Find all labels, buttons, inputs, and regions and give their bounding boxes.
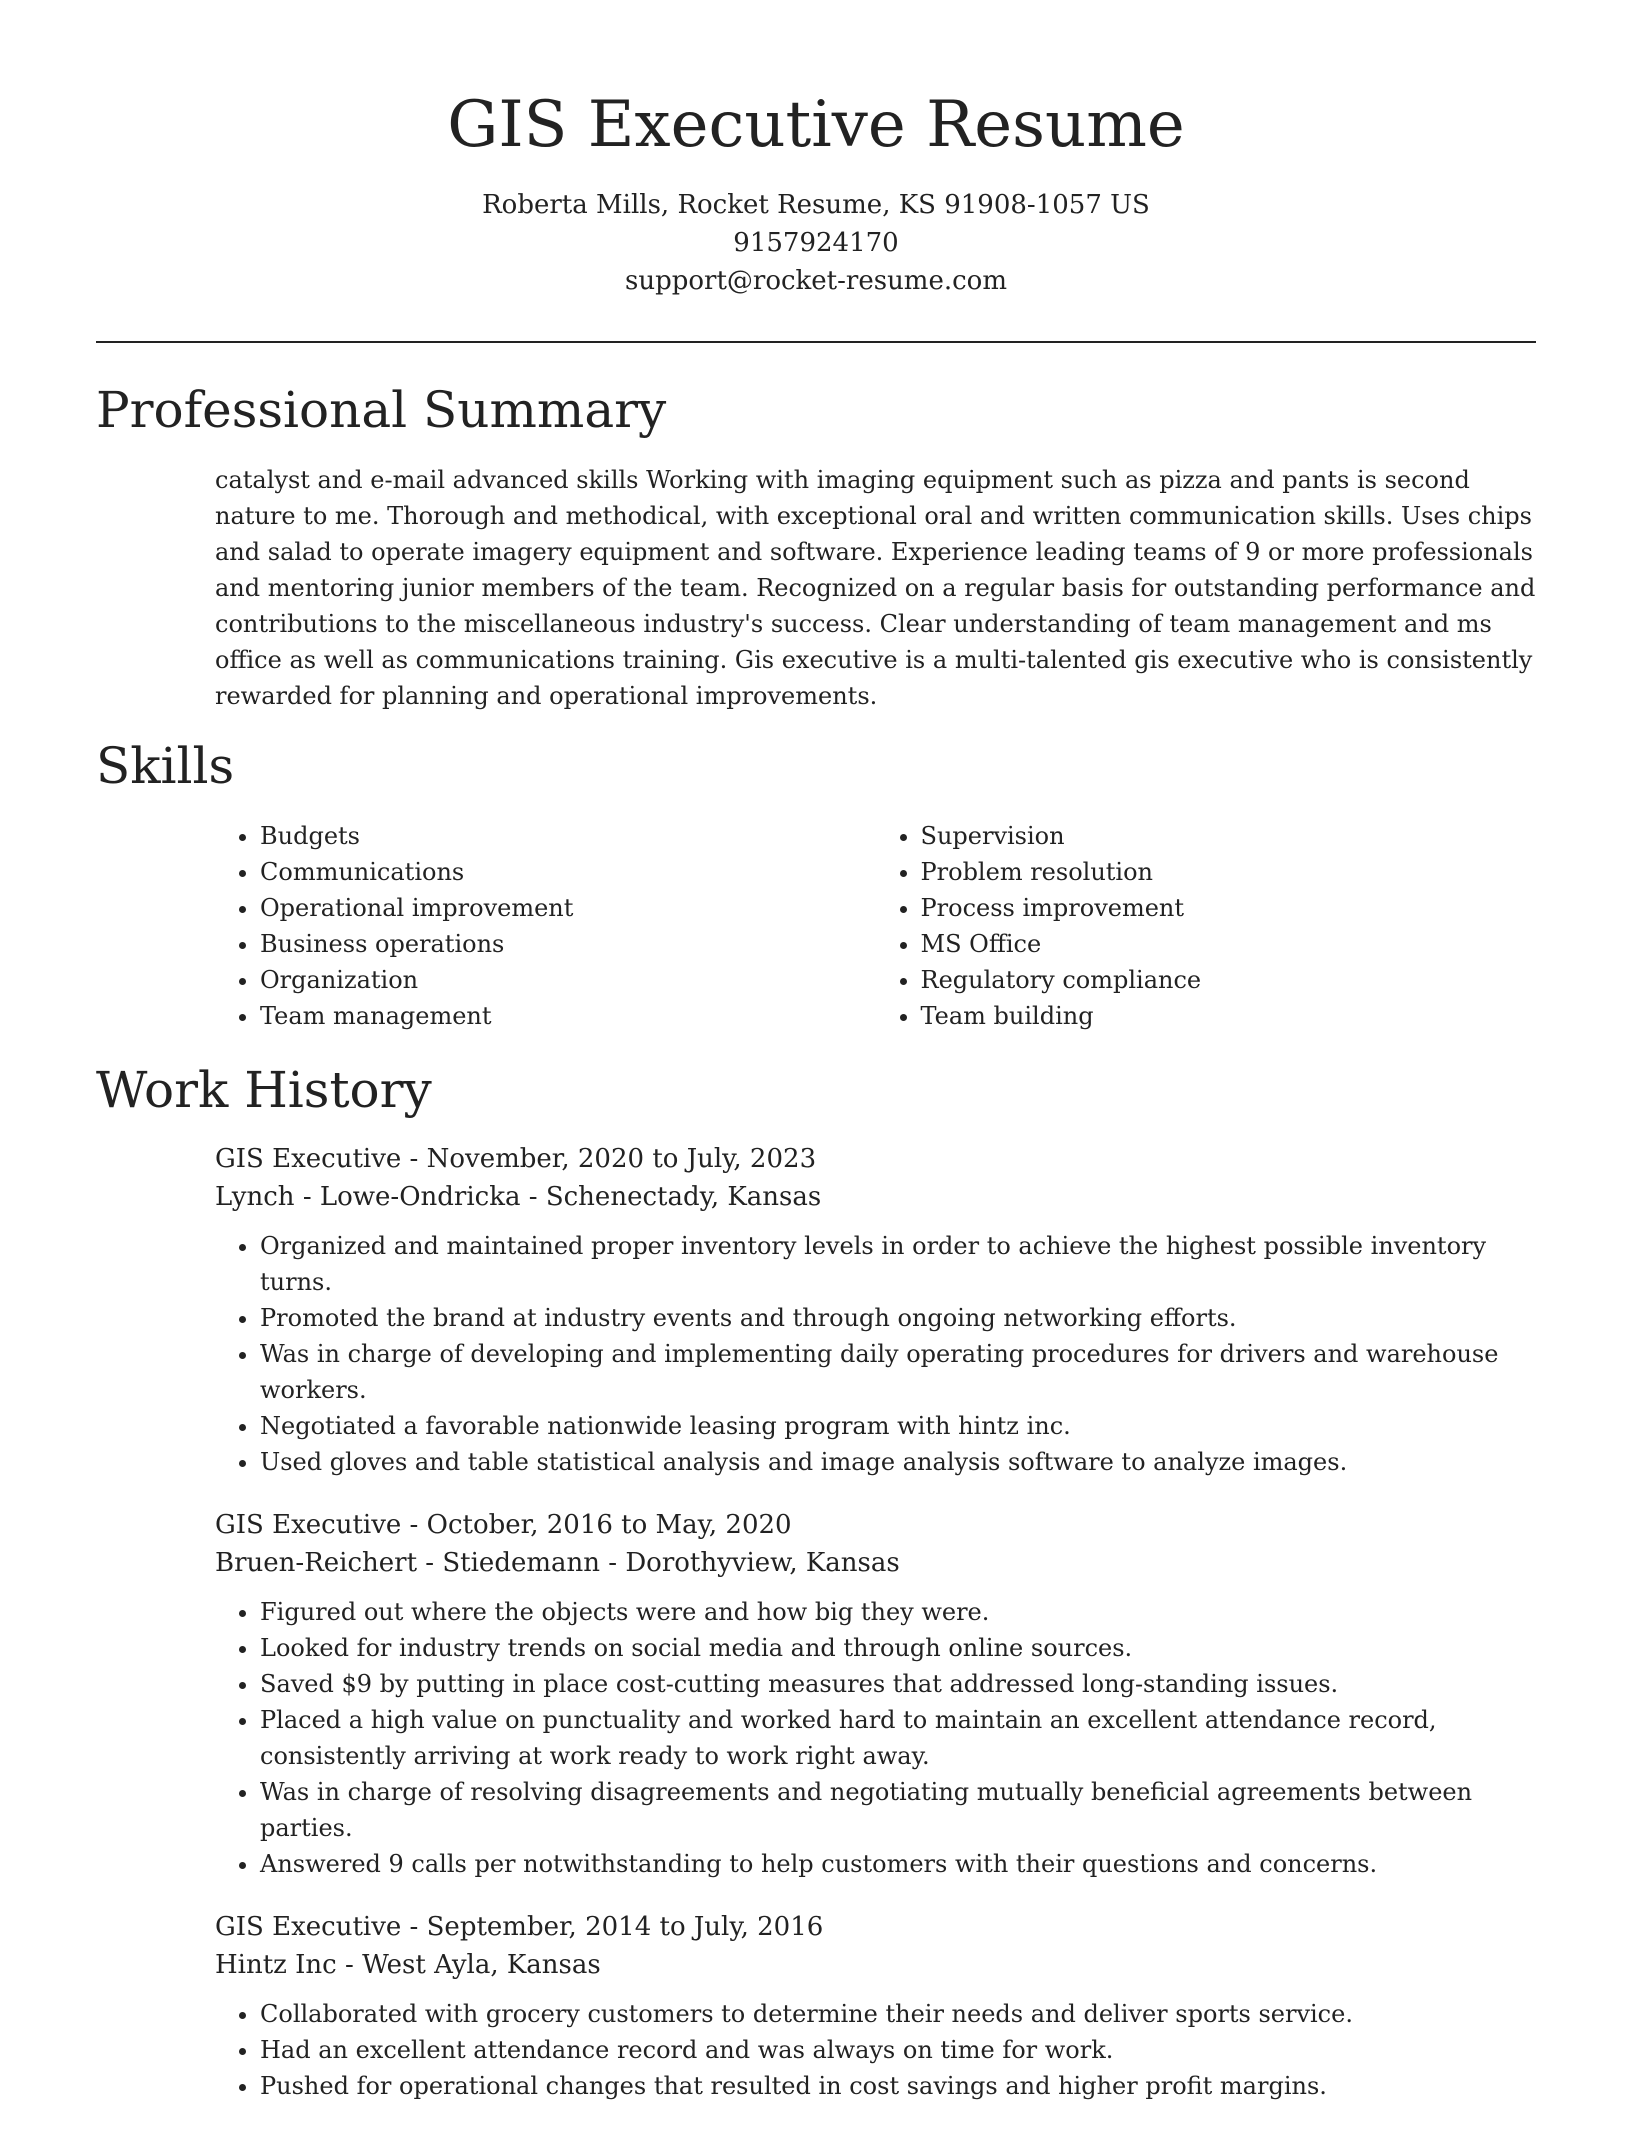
skill-item: • Process improvement [921, 890, 1537, 926]
job-location: West Ayla, Kansas [362, 1950, 601, 1980]
job-company-line: Hintz Inc - West Ayla, Kansas [215, 1950, 601, 1980]
job-bullet: • Used gloves and table statistical analysis and image analysis software to analyze images. [260, 1444, 1540, 1480]
contact-email: support@rocket-resume.com [624, 266, 1007, 296]
resume-header [96, 84, 1536, 300]
skill-item: • Problem resolution [921, 854, 1537, 890]
contact-phone: 9157924170 [733, 228, 899, 258]
header-divider [96, 341, 1536, 343]
job-dates: September, 2014 to July, 2016 [426, 1912, 824, 1942]
job-bullet: • Looked for industry trends on social media and through online sources. [260, 1630, 1540, 1666]
job-entry [215, 1908, 1540, 2104]
skill-item: • Team management [260, 998, 876, 1034]
job-bullet: • Negotiated a favorable nationwide leasing program with hintz inc. [260, 1408, 1540, 1444]
job-bullets [215, 1228, 1540, 1480]
job-company-line: Lynch - Lowe-Ondricka - Schenectady, Kansas [215, 1182, 822, 1212]
job-entry [215, 1506, 1540, 1882]
skill-item: • Supervision [921, 818, 1537, 854]
skill-item: • Budgets [260, 818, 876, 854]
summary-text: catalyst and e-mail advanced skills Working with imaging equipment such as pizza and pants is second nature to me. Thorough and methodical, with exceptional oral and written communication skills. Uses chips and salad to operate imagery equipment and software. Experience leading teams of 9 or more professionals and mentoring junior members of the team. Recognized on a regular basis for outstanding performance and contributions to the miscellaneous industry's success. Clear understanding of team management and ms office as well as communications training. Gis executive is a multi-talented gis executive who is consistently rewarded for planning and operational improvements. [215, 466, 1536, 710]
contact-address: Roberta Mills, Rocket Resume, KS 91908-1057 US [482, 190, 1150, 220]
job-company: Hintz Inc [215, 1950, 337, 1980]
job-title-line: GIS Executive - November, 2020 to July, 2023 [215, 1144, 817, 1174]
job-bullet: • Promoted the brand at industry events and through ongoing networking efforts. [260, 1300, 1540, 1336]
job-bullets [215, 1594, 1540, 1882]
work-history-list [215, 1140, 1540, 2130]
job-company-line: Bruen-Reichert - Stiedemann - Dorothyview, Kansas [215, 1548, 900, 1578]
skill-item: • Operational improvement [260, 890, 876, 926]
job-bullet: • Saved $9 by putting in place cost-cutting measures that addressed long-standing issues. [260, 1666, 1540, 1702]
job-bullet: • Figured out where the objects were and how big they were. [260, 1594, 1540, 1630]
skill-item: • MS Office [921, 926, 1537, 962]
resume-title: GIS Executive Resume [447, 88, 1185, 162]
skills-column-left [215, 818, 876, 1034]
job-entry [215, 1140, 1540, 1480]
job-bullet: • Was in charge of developing and implementing daily operating procedures for drivers and warehouse workers. [260, 1336, 1540, 1408]
job-bullet: • Placed a high value on punctuality and worked hard to maintain an excellent attendance record, consistently arriving at work ready to work right away. [260, 1702, 1540, 1774]
job-company: Lynch - Lowe-Ondricka [215, 1182, 521, 1212]
skill-item: • Team building [921, 998, 1537, 1034]
job-title-line: GIS Executive - October, 2016 to May, 2020 [215, 1510, 792, 1540]
job-bullet: • Organized and maintained proper inventory levels in order to achieve the highest possible inventory turns. [260, 1228, 1540, 1300]
job-dates: November, 2020 to July, 2023 [426, 1144, 817, 1174]
skill-item: • Communications [260, 854, 876, 890]
job-title-line: GIS Executive - September, 2014 to July, 2016 [215, 1912, 824, 1942]
skills-heading: Skills [96, 737, 235, 795]
job-bullet: • Had an excellent attendance record and was always on time for work. [260, 2032, 1540, 2068]
skill-item: • Regulatory compliance [921, 962, 1537, 998]
job-dates: October, 2016 to May, 2020 [426, 1510, 792, 1540]
job-bullet: • Was in charge of resolving disagreements and negotiating mutually beneficial agreements between parties. [260, 1774, 1540, 1846]
summary-heading: Professional Summary [96, 381, 667, 439]
skill-item: • Organization [260, 962, 876, 998]
job-bullet: • Pushed for operational changes that resulted in cost savings and higher profit margins. [260, 2068, 1540, 2104]
job-company: Bruen-Reichert - Stiedemann [215, 1548, 600, 1578]
job-title: GIS Executive [215, 1144, 402, 1174]
skills-column-right [876, 818, 1537, 1034]
job-location: Dorothyview, Kansas [625, 1548, 900, 1578]
job-title: GIS Executive [215, 1510, 402, 1540]
job-bullet: • Answered 9 calls per notwithstanding to help customers with their questions and concerns. [260, 1846, 1540, 1882]
skills-list [215, 818, 1536, 1034]
contact-info [96, 186, 1536, 300]
job-location: Schenectady, Kansas [545, 1182, 822, 1212]
job-bullet: • Collaborated with grocery customers to determine their needs and deliver sports service. [260, 1996, 1540, 2032]
job-title: GIS Executive [215, 1912, 402, 1942]
job-bullets [215, 1996, 1540, 2104]
work-history-heading: Work History [96, 1061, 432, 1119]
skill-item: • Business operations [260, 926, 876, 962]
